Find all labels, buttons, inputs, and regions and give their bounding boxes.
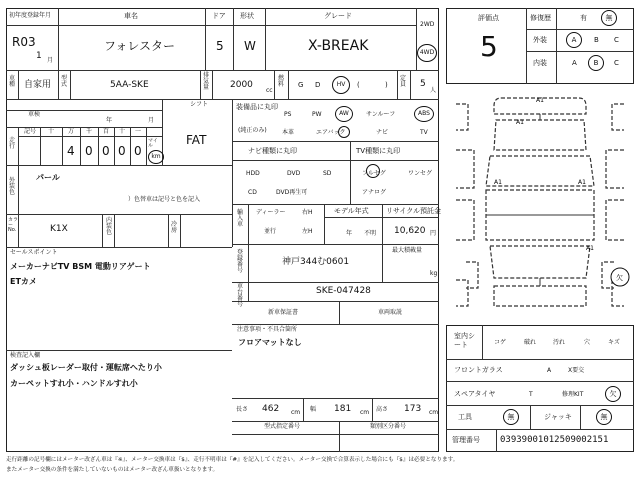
reg-type-label: 車種 bbox=[9, 75, 16, 88]
shift-label: シフト bbox=[190, 101, 209, 108]
tv-oneseg: ワンセグ bbox=[408, 170, 433, 177]
diagram-mark-3: A1 bbox=[494, 179, 502, 186]
exterior-opt-b: B bbox=[594, 36, 599, 44]
import-left-hand: 左H bbox=[302, 228, 313, 235]
seat-opt-stain: 汚れ bbox=[553, 339, 566, 346]
exterior-opt-a-circled: A bbox=[566, 32, 582, 48]
mileage-digit-5: 0 bbox=[134, 144, 142, 158]
glass-opt-a: A bbox=[547, 367, 552, 374]
navi-sd: SD bbox=[323, 170, 332, 177]
max-load-label: 最大積載量 bbox=[392, 247, 423, 254]
color-note: ）色替車は記号と色を記入 bbox=[128, 196, 201, 203]
inspector-line2: カーペットすれ小・ハンドルすれ小 bbox=[10, 379, 138, 388]
seat-label: 室内シート bbox=[454, 332, 475, 350]
mileage-note-label: 記号 bbox=[24, 128, 37, 135]
equip-tv: TV bbox=[420, 129, 428, 136]
chassis-value: SKE-047428 bbox=[316, 286, 371, 296]
place-1: 一 bbox=[135, 128, 142, 135]
sales-point-line1: メーカーナビTV BSM 電動リアゲート bbox=[10, 262, 151, 271]
repair-opt-yes: 有 bbox=[580, 14, 587, 22]
place-1k: 千 bbox=[86, 128, 93, 135]
airbag-circle-mark bbox=[338, 126, 350, 138]
doors-value: 5 bbox=[216, 39, 224, 53]
repair-label: 修復歴 bbox=[530, 14, 551, 22]
mileage-digit-3: 0 bbox=[102, 144, 110, 158]
fuel-opt-d: D bbox=[315, 81, 321, 89]
jack-value-circled: 無 bbox=[596, 409, 612, 425]
notes-line1: フロアマットなし bbox=[238, 338, 302, 347]
fuel-opt-open: ( bbox=[357, 81, 360, 89]
equip-abs-circled: ABS bbox=[414, 106, 434, 122]
capacity-unit: 人 bbox=[430, 87, 437, 94]
equip-pw: PW bbox=[312, 111, 322, 118]
equip-airbag: エアバック bbox=[316, 129, 346, 136]
mgmt-label: 管理番号 bbox=[452, 436, 480, 444]
model-year-unit: 年 bbox=[346, 230, 353, 237]
import-parallel: 並行 bbox=[264, 228, 277, 235]
inspection-year-unit: 年 bbox=[106, 117, 113, 124]
manual-book: 車両取説 bbox=[378, 309, 403, 316]
mileage-digit-2: 0 bbox=[85, 144, 93, 158]
type-number-label: 型式指定番号 bbox=[264, 423, 301, 430]
reg-number-label: 登録番号 bbox=[237, 249, 244, 274]
interior-label: 内装 bbox=[533, 59, 547, 67]
model-label: 型式 bbox=[61, 75, 68, 88]
model-year-unknown: 不明 bbox=[364, 230, 377, 237]
glass-label: フロントガラス bbox=[454, 366, 503, 374]
mile-unit: マイル bbox=[148, 138, 158, 149]
chassis-label: 車台番号 bbox=[237, 283, 244, 308]
import-dealer: ディーラー bbox=[256, 209, 286, 216]
length-unit: cm bbox=[291, 409, 301, 416]
fuel-label: 燃料 bbox=[278, 75, 285, 88]
displacement-label: 排気量 bbox=[203, 72, 210, 91]
drive-2wd: 2WD bbox=[420, 21, 435, 28]
navi-type-label: ナビ種類に丸印 bbox=[248, 147, 297, 155]
mgmt-number: 039390010125090021​51 bbox=[500, 435, 609, 445]
shape-value: W bbox=[244, 39, 256, 53]
reg-year-value: R03 bbox=[12, 35, 36, 49]
equip-aw-circled: AW bbox=[335, 106, 353, 122]
color-no-label: カラーNo. bbox=[8, 217, 19, 233]
diagram-mark-6: 欠 bbox=[616, 274, 623, 282]
seat-opt-scratch: キズ bbox=[608, 339, 620, 346]
score-value: 5 bbox=[480, 30, 498, 63]
mileage-digit-1: 4 bbox=[67, 144, 75, 158]
spare-opt-kit: 修理KIT bbox=[562, 391, 584, 398]
equipment-label: 装備品に丸印 bbox=[236, 103, 278, 111]
displacement-value: 2000 bbox=[230, 80, 253, 90]
import-right-hand: 右H bbox=[302, 209, 313, 216]
navi-cd: CD bbox=[248, 189, 257, 196]
reg-number-value: 神戸344む0601 bbox=[282, 257, 350, 267]
footer-note-2: またメーター交換の条件を満たしていないものはメーター改ざん車扱いとなります。 bbox=[6, 467, 219, 473]
interior-color-label: 内装色 bbox=[106, 217, 113, 236]
jack-label: ジャッキ bbox=[544, 413, 572, 421]
spare-label: スペアタイヤ bbox=[454, 390, 496, 398]
inspection-month-unit: 月 bbox=[148, 117, 155, 124]
inspection-label: 車検 bbox=[28, 111, 41, 118]
equipment-sub: (純正のみ) bbox=[238, 127, 267, 134]
exterior-opt-c: C bbox=[614, 36, 619, 44]
equip-leather: 本革 bbox=[282, 129, 295, 136]
interior-opt-c: C bbox=[614, 59, 619, 67]
glass-opt-replace: X要交 bbox=[568, 367, 585, 374]
notes-label: 注意事項・不具合箇所 bbox=[237, 326, 298, 333]
score-label: 評価点 bbox=[478, 14, 499, 22]
recycle-value: 10,620 bbox=[394, 226, 426, 236]
model-year-label: モデル年式 bbox=[334, 207, 369, 215]
displacement-unit: cc bbox=[266, 87, 273, 94]
length-value: 462 bbox=[262, 404, 280, 414]
sales-point-line2: ETカメ bbox=[10, 277, 37, 286]
import-label: 輸入車 bbox=[237, 209, 244, 228]
color-label: 外装色 bbox=[9, 177, 16, 196]
shift-value: FAT bbox=[186, 133, 207, 147]
seat-opt-burn: コゲ bbox=[494, 339, 507, 346]
equip-sunroof: サンルーフ bbox=[366, 111, 396, 118]
shape-label: 形状 bbox=[240, 12, 254, 20]
reg-year-label: 初年度登録年月 bbox=[9, 12, 52, 19]
navi-dvd-play: DVD再生可 bbox=[276, 189, 308, 196]
class-number-label: 類別区分番号 bbox=[370, 423, 407, 430]
width-label: 幅 bbox=[310, 406, 317, 413]
tv-analog: アナログ bbox=[362, 189, 387, 196]
model-value: 5AA-SKE bbox=[110, 80, 149, 90]
doors-label: ドア bbox=[212, 12, 226, 20]
navi-dvd: DVD bbox=[287, 170, 301, 177]
capacity-label: 定員 bbox=[400, 75, 407, 88]
length-label: 長さ bbox=[236, 406, 249, 413]
car-name-label: 車名 bbox=[124, 12, 138, 20]
seat-opt-tear: 破れ bbox=[524, 339, 537, 346]
fuel-opt-hv-circled: HV bbox=[332, 76, 350, 94]
interior-opt-b-circled: B bbox=[588, 55, 604, 71]
car-name-value: フォレスター bbox=[104, 39, 176, 53]
repair-opt-no-circled: 無 bbox=[601, 10, 617, 26]
fuel-opt-g: G bbox=[298, 81, 304, 89]
color-value: パール bbox=[36, 173, 60, 182]
diagram-mark-1: A1 bbox=[536, 97, 544, 104]
place-10: 十 bbox=[119, 128, 126, 135]
width-unit: cm bbox=[360, 409, 370, 416]
reg-month-value: 1 bbox=[36, 51, 42, 61]
footer-note-1: 走行距離の記号欄にはメーター改ざん車は『※』、メーター交換車は『$』、走行不明車は『#』を記入してください。メーター交換で合算表示した場合にも『$』は必要となります。 bbox=[6, 457, 459, 463]
grade-value: X-BREAK bbox=[308, 38, 369, 54]
reg-type-value: 自家用 bbox=[24, 80, 52, 90]
diagram-mark-4: A1 bbox=[578, 179, 586, 186]
place-100k: 十 bbox=[48, 128, 55, 135]
tool-value-circled: 無 bbox=[503, 409, 519, 425]
width-value: 181 bbox=[334, 404, 352, 414]
color-no-value: K1X bbox=[50, 224, 68, 234]
diagram-mark-2: A1 bbox=[516, 119, 524, 126]
tool-label: 工具 bbox=[458, 413, 472, 421]
mileage-digit-4: 0 bbox=[118, 144, 126, 158]
cooling-label: 冷房 bbox=[171, 221, 178, 234]
height-label: 高さ bbox=[376, 406, 389, 413]
spare-opt-t: T bbox=[529, 391, 533, 398]
fuel-opt-close: ) bbox=[385, 81, 388, 89]
navi-hdd: HDD bbox=[246, 170, 260, 177]
travel-label: 走行 bbox=[9, 137, 16, 150]
place-100: 百 bbox=[103, 128, 110, 135]
spare-opt-missing-circled: 欠 bbox=[605, 386, 621, 402]
month-unit: 月 bbox=[47, 57, 54, 64]
recycle-yen: 円 bbox=[430, 230, 437, 237]
max-load-unit: kg bbox=[430, 270, 438, 277]
place-10k: 万 bbox=[68, 128, 75, 135]
height-value: 173 bbox=[404, 404, 422, 414]
capacity-value: 5 bbox=[420, 79, 426, 89]
inspector-line1: ダッシュ板レーダー取付・運転席へたり小 bbox=[10, 363, 162, 372]
exterior-label: 外装 bbox=[533, 36, 547, 44]
equip-navi: ナビ bbox=[376, 129, 389, 136]
inspector-label: 検査記入欄 bbox=[10, 352, 41, 359]
drive-4wd-circled: 4WD bbox=[417, 44, 437, 62]
height-unit: cm bbox=[429, 409, 439, 416]
km-unit-circled: km bbox=[148, 150, 164, 164]
recycle-label: リサイクル預託金 bbox=[386, 207, 442, 215]
interior-opt-a: A bbox=[572, 59, 577, 67]
car-damage-diagram bbox=[446, 90, 634, 320]
tv-fullseg: フルセグ bbox=[362, 170, 386, 177]
sales-point-label: セールスポイント bbox=[10, 249, 58, 256]
seat-opt-hole: 穴 bbox=[584, 339, 591, 346]
diagram-mark-5: A1 bbox=[586, 245, 594, 252]
warranty-book: 新車保証書 bbox=[268, 309, 299, 316]
fullseg-circle-mark bbox=[366, 164, 380, 178]
grade-label: グレード bbox=[324, 12, 352, 20]
equip-ps: PS bbox=[284, 111, 292, 118]
tv-type-label: TV種類に丸印 bbox=[356, 147, 401, 155]
